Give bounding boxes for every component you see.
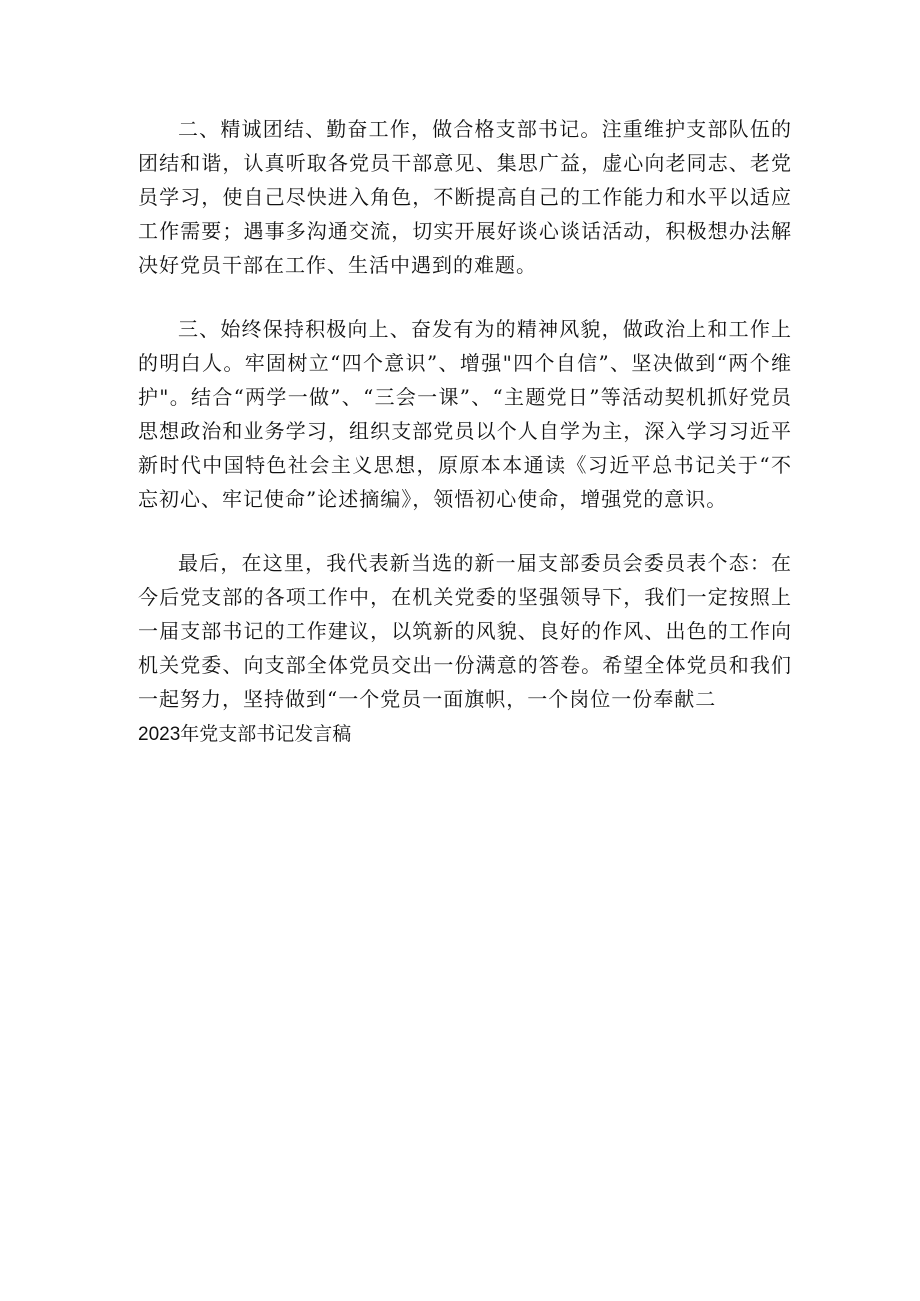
- paragraph-2-unity: 二、精诚团结、勤奋工作，做合格支部书记。注重维护支部队伍的团结和谐，认真听取各党员干部意见、集思广益，虚心向老同志、老党员学习，使自己尽快进入角色，不断提高自己的工作能力和水平以适应工作需要；遇事多沟通交流，切实开展好谈心谈话活动，积极想办法解决好党员干部在工作、生活中遇到的难题。: [138, 117, 792, 277]
- document-title-line: 2023年党支部书记发言稿: [138, 724, 352, 745]
- paragraph-conclusion: 最后，在这里，我代表新当选的新一届支部委员会委员表个态：在今后党支部的各项工作中，在机关党委的坚强领导下，我们一定按照上一届支部书记的工作建议，以筑新的风貌、良好的作风、出色的工作向机关党委、向支部全体党员交出一份满意的答卷。希望全体党员和我们一起努力，坚持做到“一个党员一面旗帜，一个岗位一份奉献二: [138, 551, 792, 711]
- document-page: [138, 112, 792, 750]
- paragraph-3-spirit: 三、始终保持积极向上、奋发有为的精神风貌，做政治上和工作上的明白人。牢固树立“四个意识”、增强"四个自信”、坚决做到“两个维护"。结合“两学一做”、“三会一课”、“主题党日”等活动契机抓好党员思想政治和业务学习，组织支部党员以个人自学为主，深入学习习近平新时代中国特色社会主义思想，原原本本通读《习近平总书记关于“不忘初心、牢记使命”论述摘编》，领悟初心使命，增强党的意识。: [138, 317, 792, 511]
